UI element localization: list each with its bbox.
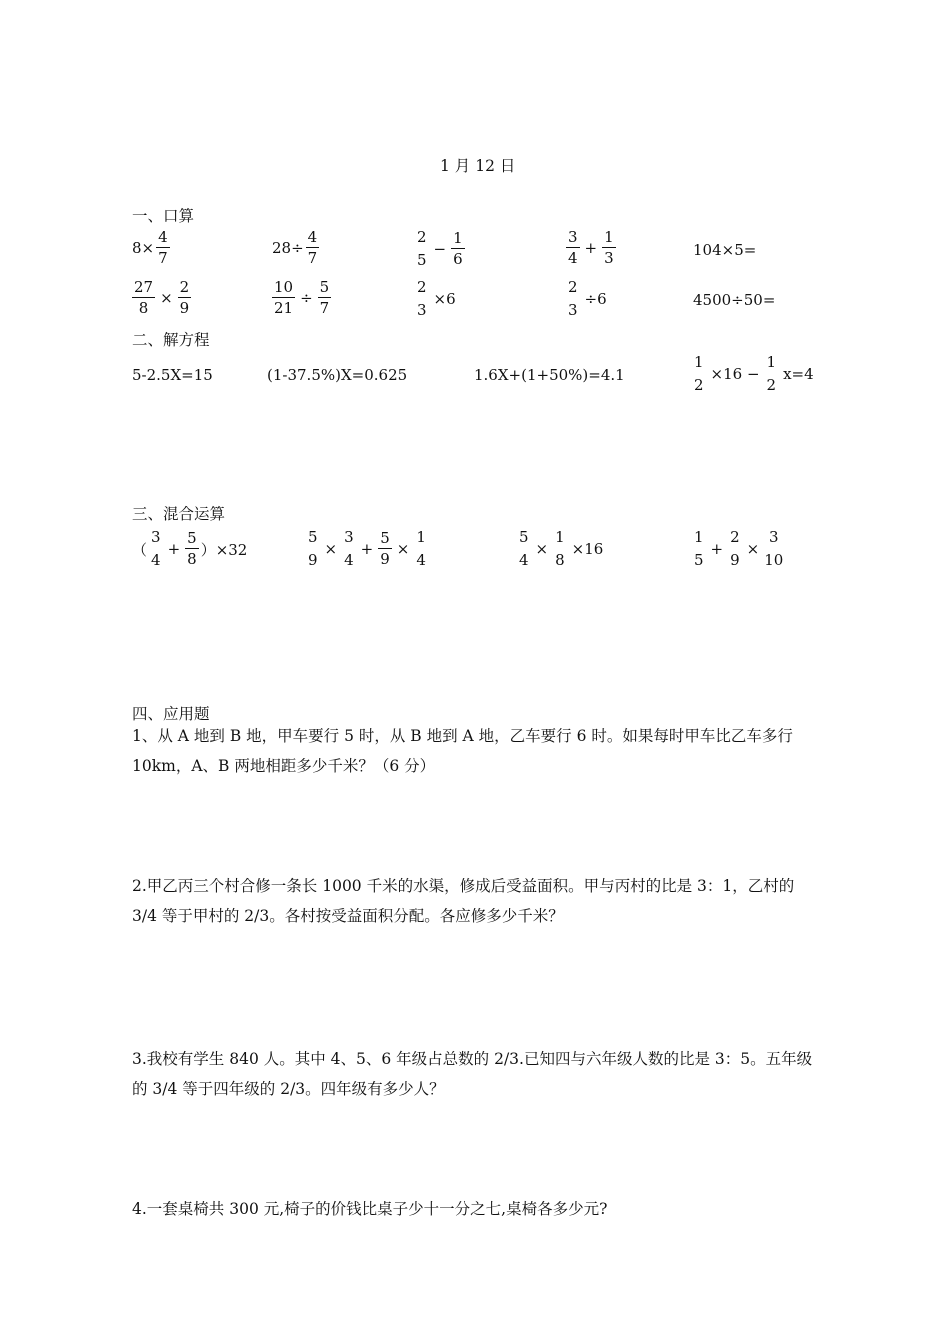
oral-problem-2 <box>272 230 321 266</box>
fraction-numerator: 5 <box>380 529 390 547</box>
fraction-denominator: 9 <box>308 551 318 569</box>
operator: + <box>167 540 181 558</box>
operator: − <box>433 240 447 258</box>
fraction-denominator: 2 <box>766 376 777 394</box>
operator: + <box>584 239 598 257</box>
section-heading-equations: 二、解方程 <box>132 331 210 349</box>
word-problem-2: 2.甲乙丙三个村合修一条长 1000 千米的水渠，修成后受益面积。甲与丙村的比是 3：1，乙村的 3/4 等于甲村的 2/3。各村按受益面积分配。各应修多少千米？ <box>132 877 795 925</box>
fraction-denominator: 9 <box>380 550 390 568</box>
fraction-numerator: 2 <box>179 278 190 296</box>
oral-problem-5: 104×5= <box>693 241 757 259</box>
fraction-numerator: 27 <box>134 278 154 296</box>
fraction-numerator: 1 <box>694 353 704 371</box>
fraction-numerator: 5 <box>187 529 197 547</box>
equation-3: 1.6X+(1+50%)=4.1 <box>474 366 625 384</box>
page-title: 1 月 12 日 <box>440 157 516 175</box>
fraction-denominator: 7 <box>319 299 330 317</box>
expr-text: x=4 <box>783 365 814 383</box>
fraction-denominator: 4 <box>151 551 161 569</box>
fraction-numerator: 1 <box>604 228 614 246</box>
fraction-numerator: 5 <box>319 278 330 296</box>
fraction-numerator: 5 <box>308 528 318 546</box>
fraction-numerator: 1 <box>694 528 704 546</box>
fraction-denominator: 9 <box>730 551 740 569</box>
operator: × <box>324 540 338 558</box>
equation-1: 5-2.5X=15 <box>132 366 213 384</box>
fraction-denominator: 8 <box>187 550 197 568</box>
fraction-denominator: 10 <box>764 551 784 569</box>
fraction-denominator: 4 <box>568 249 578 267</box>
operator: × <box>746 540 760 558</box>
fraction-numerator: 2 <box>417 278 427 296</box>
fraction-denominator: 8 <box>138 299 149 317</box>
operator: + <box>360 540 374 558</box>
oral-problem-8 <box>413 280 459 318</box>
oral-problem-7 <box>270 280 333 316</box>
section-heading-mixed-operations: 三、混合运算 <box>132 505 226 523</box>
fraction-denominator: 3 <box>604 249 614 267</box>
word-problem-4: 4.一套桌椅共 300 元,椅子的价钱比桌子少十一分之七,桌椅各多少元? <box>132 1200 608 1218</box>
fraction-denominator: 21 <box>274 299 294 317</box>
fraction-denominator: 4 <box>519 551 529 569</box>
mixed-problem-2 <box>304 530 430 568</box>
fraction-numerator: 3 <box>769 528 779 546</box>
fraction-denominator: 7 <box>307 249 318 267</box>
fraction-numerator: 2 <box>417 228 427 246</box>
expr-text: ×16 <box>571 540 604 558</box>
fraction-numerator: 2 <box>730 528 740 546</box>
fraction-denominator: 4 <box>344 551 354 569</box>
fraction-denominator: 5 <box>417 251 427 269</box>
operator: ÷ <box>300 289 313 307</box>
fraction-numerator: 1 <box>766 353 777 371</box>
fraction-numerator: 1 <box>453 229 463 247</box>
fraction-denominator: 7 <box>158 249 168 267</box>
oral-problem-9 <box>564 280 610 318</box>
operator: × <box>160 289 173 307</box>
section-heading-oral-calculation: 一、口算 <box>132 207 195 225</box>
fraction-denominator: 6 <box>453 250 463 268</box>
oral-problem-10: 4500÷50= <box>693 291 776 309</box>
expr-text: ÷6 <box>584 290 607 308</box>
fraction-numerator: 10 <box>274 278 294 296</box>
word-problem-3: 3.我校有学生 840 人。其中 4、5、6 年级占总数的 2/3.已知四与六年级人数的比是 3：5。五年级的 3/4 等于四年级的 2/3。四年级有多少人？ <box>132 1050 813 1098</box>
oral-problem-3 <box>413 230 467 268</box>
fraction-numerator: 3 <box>568 228 578 246</box>
expr-text: ×6 <box>433 290 456 308</box>
fraction-denominator: 9 <box>179 299 190 317</box>
oral-problem-6 <box>130 280 193 316</box>
expr-text: （ <box>132 540 148 559</box>
fraction-numerator: 3 <box>344 528 354 546</box>
fraction-denominator: 3 <box>568 301 578 319</box>
mixed-problem-1 <box>132 530 247 568</box>
oral-problem-1 <box>132 230 172 266</box>
fraction-numerator: 3 <box>151 528 161 546</box>
fraction-numerator: 2 <box>568 278 578 296</box>
fraction-numerator: 1 <box>416 528 426 546</box>
equation-4 <box>690 355 817 393</box>
operator: × <box>535 540 549 558</box>
word-problem-1: 1、从 A 地到 B 地，甲车要行 5 时，从 B 地到 A 地，乙车要行 6 时。如果每时甲车比乙车多行 10km，A、B 两地相距多少千米？（6 分） <box>132 727 793 775</box>
fraction-denominator: 3 <box>417 301 427 319</box>
expr-text: 8× <box>132 239 155 257</box>
section-heading-word-problems: 四、应用题 <box>132 705 210 723</box>
expr-text: ）×32 <box>200 540 248 559</box>
operator: + <box>710 540 724 558</box>
mixed-problem-4 <box>690 530 785 568</box>
expr-text: 28÷ <box>272 239 304 257</box>
mixed-problem-3 <box>515 530 606 568</box>
fraction-denominator: 2 <box>694 376 704 394</box>
operator: × <box>396 540 410 558</box>
fraction-denominator: 5 <box>694 551 704 569</box>
fraction-denominator: 4 <box>416 551 426 569</box>
fraction-denominator: 8 <box>555 551 565 569</box>
fraction-numerator: 1 <box>555 528 565 546</box>
expr-text: ×16 − <box>710 365 760 383</box>
fraction-numerator: 4 <box>307 228 318 246</box>
oral-problem-4 <box>564 230 618 266</box>
fraction-numerator: 4 <box>158 228 168 246</box>
equation-2: (1-37.5%)X=0.625 <box>267 366 408 384</box>
fraction-numerator: 5 <box>519 528 529 546</box>
